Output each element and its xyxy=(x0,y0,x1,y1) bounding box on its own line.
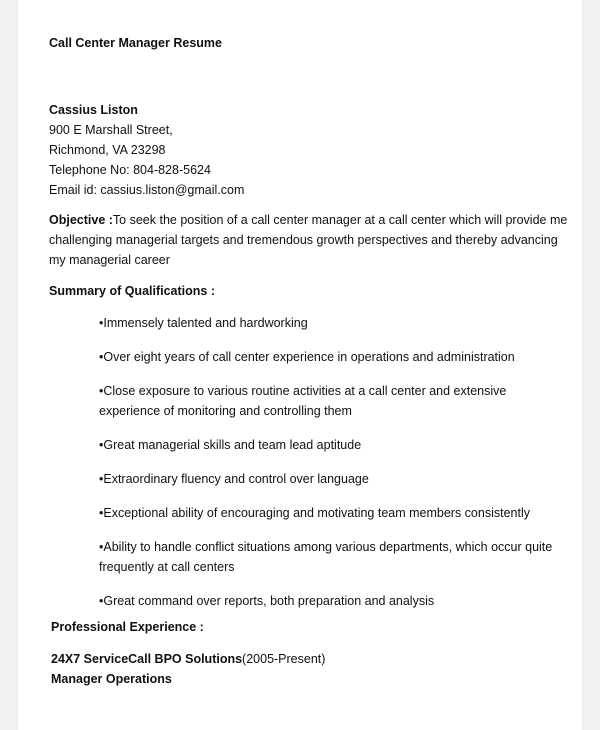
candidate-name: Cassius Liston xyxy=(49,103,138,117)
company-name: 24X7 ServiceCall BPO Solutions xyxy=(51,652,243,666)
list-item: •Ability to handle conflict situations among various departments, which occur quite frequently at call centers xyxy=(99,540,553,574)
qualifications-heading: Summary of Qualifications : xyxy=(49,284,216,298)
list-item: •Great command over reports, both preparation and analysis xyxy=(99,594,435,608)
objective-label: Objective : xyxy=(49,213,113,227)
contact-block xyxy=(49,100,569,200)
objective-section xyxy=(49,210,569,270)
experience-heading: Professional Experience : xyxy=(51,620,204,634)
address-street: 900 E Marshall Street, xyxy=(49,123,173,137)
telephone-line: Telephone No: 804-828-5624 xyxy=(49,163,211,177)
list-item: •Immensely talented and hardworking xyxy=(99,316,308,330)
list-item: •Great managerial skills and team lead aptitude xyxy=(99,438,362,452)
resume-content xyxy=(49,33,569,689)
email-line: Email id: cassius.liston@gmail.com xyxy=(49,183,245,197)
employment-period: (2005-Present) xyxy=(242,652,326,666)
document-title: Call Center Manager Resume xyxy=(49,36,222,50)
list-item: •Over eight years of call center experience in operations and administration xyxy=(99,350,515,364)
list-item: •Close exposure to various routine activities at a call center and extensive experience of monitoring and controlling them xyxy=(99,384,507,418)
job-role: Manager Operations xyxy=(51,672,172,686)
address-city: Richmond, VA 23298 xyxy=(49,143,166,157)
qualifications-list xyxy=(49,313,559,611)
employer-line xyxy=(49,649,569,669)
list-item: •Extraordinary fluency and control over language xyxy=(99,472,369,486)
list-item: •Exceptional ability of encouraging and motivating team members consistently xyxy=(99,506,530,520)
objective-text: To seek the position of a call center manager at a call center which will provide me challenging managerial targets and tremendous growth perspectives and thereby advancing my managerial career xyxy=(49,213,568,267)
resume-page xyxy=(18,0,582,730)
